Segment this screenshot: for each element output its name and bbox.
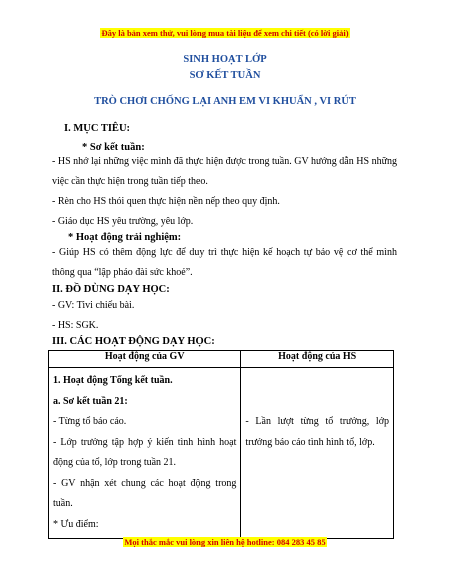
do-dung-item: - GV: Tivi chiếu bài.	[52, 300, 135, 311]
activities-table	[48, 350, 394, 539]
table-row	[49, 368, 394, 539]
hs-line: - Lần lượt từng tổ trưởng, lớp trưởng báo cáo tình hình tổ, lớp.	[245, 416, 389, 448]
title-so-ket-tuan: SƠ KẾT TUẦN	[189, 70, 261, 81]
table-header-row	[49, 351, 394, 368]
gv-line: - Từng tổ báo cáo.	[53, 416, 127, 427]
header-gv: Hoạt động của GV	[49, 351, 241, 368]
title-sinh-hoat-lop: SINH HOẠT LỚP	[183, 54, 267, 65]
trai-nghiem-paragraph	[52, 243, 397, 283]
objective-line: - Giáo dục HS yêu trường, yêu lớp.	[52, 216, 194, 227]
do-dung-list	[52, 296, 397, 336]
gv-line: - Lớp trưởng tập hợp ý kiến tình hình hoạt động của tổ, lớp trong tuần 21.	[53, 436, 237, 468]
title-tro-choi: TRÒ CHƠI CHỐNG LẠI ANH EM VI KHUẨN , VI RÚT	[94, 96, 356, 107]
gv-activity-title: 1. Hoạt động Tổng kết tuần.	[53, 375, 173, 386]
gv-line: - GV nhận xét chung các hoạt động trong tuần.	[53, 477, 237, 509]
objective-line: - Rèn cho HS thói quen thực hiện nền nếp theo quy định.	[52, 196, 280, 207]
section-do-dung-heading: II. ĐỒ DÙNG DẠY HỌC:	[52, 284, 170, 295]
objective-line: - HS nhớ lại những việc mình đã thực hiện được trong tuần. GV hướng dẫn HS những việc cần thực hiện trong tuần tiếp theo.	[52, 156, 397, 187]
section-hoat-dong-heading: III. CÁC HOẠT ĐỘNG DẠY HỌC:	[52, 336, 215, 347]
experience-line: - Giúp HS có thêm động lực để duy trì thực hiện kế hoạch tự bảo vệ cơ thể mình thông qua “lập pháo đài sức khoẻ”.	[52, 247, 397, 278]
bottom-banner-text: Mọi thắc mắc vui lòng xin liên hệ hotline: 084 283 45 85	[124, 537, 326, 547]
subsection-so-ket-tuan-heading: * Sơ kết tuần:	[82, 142, 145, 153]
subsection-trai-nghiem-heading: * Hoạt động trải nghiệm:	[68, 232, 182, 243]
so-ket-tuan-paragraph	[52, 152, 397, 232]
hs-cell	[241, 368, 394, 539]
gv-line: * Ưu điểm:	[53, 518, 99, 530]
bottom-banner	[0, 537, 450, 547]
header-hs: Hoạt động của HS	[241, 351, 394, 368]
section-muc-tieu-heading: I. MỤC TIÊU:	[64, 123, 131, 134]
gv-cell	[49, 368, 241, 539]
do-dung-item: - HS: SGK.	[52, 320, 99, 331]
top-banner	[0, 28, 450, 38]
top-banner-text: Đây là bản xem thử, vui lòng mua tài liệu để xem chi tiết (có lời giải)	[101, 28, 349, 38]
gv-subtitle: a. Sơ kết tuần 21:	[53, 395, 128, 407]
